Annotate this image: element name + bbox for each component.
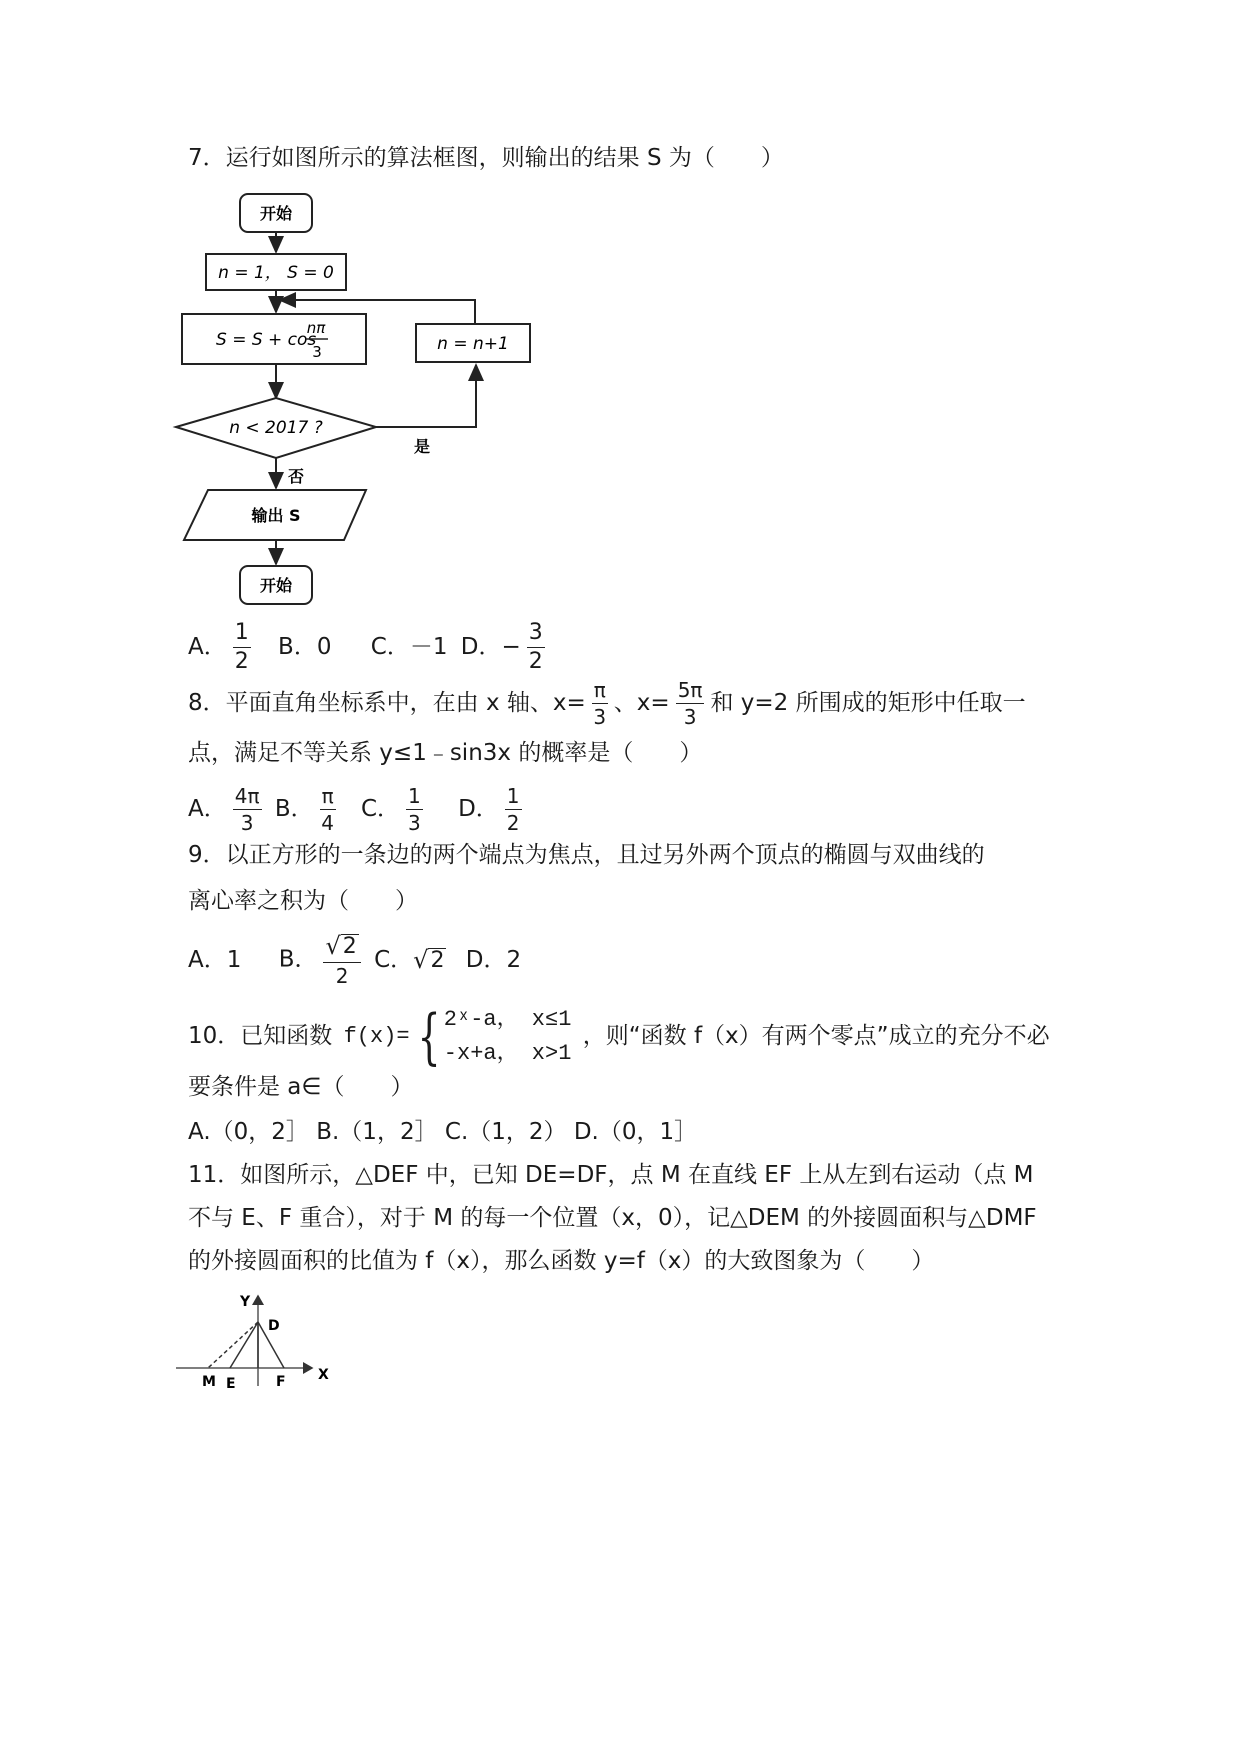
q7-option-b[interactable]: B．0 <box>278 634 332 660</box>
q7-option-c[interactable]: C．－1 <box>370 634 448 660</box>
q7-option-a-frac: $\frac{1}{2}$ <box>234 620 249 674</box>
q7-option-d-label: D． <box>460 634 502 660</box>
q9-line1: 9．以正方形的一条边的两个端点为焦点，且过另外两个顶点的椭圆与双曲线的 <box>188 842 985 868</box>
q9-option-a[interactable]: A．1 <box>188 946 242 973</box>
flow-update-frac-num: nπ <box>306 319 326 337</box>
q7-stem: 7．运行如图所示的算法框图，则输出的结果 S 为（ ） <box>188 145 784 171</box>
flow-update-frac-den: 3 <box>312 343 322 361</box>
q7-option-d-frac: $\frac{3}{2}$ <box>528 620 543 674</box>
flow-start-text: 开始 <box>259 204 293 223</box>
q11-figure <box>172 1290 352 1400</box>
q9-options <box>188 932 522 989</box>
q8-x2-frac: $\frac{5\pi}{3}$ <box>677 678 703 729</box>
point-d-label: D <box>268 1318 280 1334</box>
q8-x1-frac: $\frac{\pi}{3}$ <box>593 678 607 729</box>
q8-option-b[interactable]: B． $\frac{\pi}{4}$ <box>274 784 334 835</box>
q11-line3: 的外接圆面积的比值为 f（x），那么函数 y=f（x）的大致图象为（ ） <box>188 1248 935 1274</box>
q7-option-a[interactable] <box>188 622 257 673</box>
q11-line1: 11．如图所示，△DEF 中，已知 DE=DF，点 M 在直线 EF 上从左到右运动（点 M <box>188 1162 1034 1188</box>
point-e-label: E <box>226 1376 236 1392</box>
flow-end-text: 开始 <box>259 576 293 595</box>
q10-line1: 10．已知函数 f(x)= { 2ˣ-a， x≤1 -x+a， x>1 ，则“函数 f（x）有两个零点”成立的充分不必 <box>188 1001 1050 1072</box>
q10-line2: 要条件是 a∈（ ） <box>188 1074 414 1100</box>
point-f-label: F <box>276 1374 286 1390</box>
flow-yes-label: 是 <box>414 437 431 456</box>
flow-output-text: 输出 S <box>251 506 301 525</box>
q7-option-a-label: A． <box>188 634 227 660</box>
flow-update-text: S = S + cos <box>216 330 317 350</box>
q7-option-d[interactable]: D．− $\frac{3}{2}$ <box>460 620 543 674</box>
q10-options[interactable]: A.（0，2］ B.（1，2］ C.（1，2） D.（0，1］ <box>188 1119 698 1145</box>
flow-increment-text: n = n+1 <box>437 334 509 354</box>
q11-line2: 不与 E、F 重合），对于 M 的每一个位置（x，0），记△DEM 的外接圆面积与△DMF <box>188 1205 1037 1231</box>
q9-option-c[interactable]: C． √ 2 <box>374 945 445 974</box>
x-axis-label: X <box>318 1367 329 1383</box>
flow-no-label: 否 <box>288 467 305 486</box>
q9-line2: 离心率之积为（ ） <box>188 888 418 914</box>
flow-init-text: n = 1， S = 0 <box>218 263 334 283</box>
q9-option-d[interactable]: D．2 <box>465 946 522 973</box>
q8-line1: 8．平面直角坐标系中，在由 x 轴、x= $\frac{\pi}{3}$ 、x= $\frac{5\pi}{3}$ 和 y=2 所围成的矩形中任取一 <box>188 678 1026 729</box>
q7-options <box>188 622 551 673</box>
q8-option-d[interactable]: D． $\frac{1}{2}$ <box>458 784 520 835</box>
q10-case1: 2ˣ-a， x≤1 <box>443 1006 572 1032</box>
q7-flowchart <box>170 190 590 630</box>
y-axis-label: Y <box>240 1294 251 1310</box>
q10-case2: -x+a， x>1 <box>443 1040 572 1066</box>
q9-option-b[interactable]: B． √ 2 2 <box>279 934 367 986</box>
point-m-label: M <box>202 1374 216 1390</box>
flow-decision-text: n < 2017 ? <box>229 418 323 438</box>
q8-line2: 点，满足不等关系 y≤1﹣sin3x 的概率是（ ） <box>188 740 703 766</box>
q10-piecewise-function: f(x)= { 2ˣ-a， x≤1 -x+a， x>1 <box>343 1001 572 1072</box>
q8-option-a[interactable]: A． $\frac{4\pi}{3}$ <box>188 784 260 835</box>
q8-option-c[interactable]: C． $\frac{1}{3}$ <box>360 784 421 835</box>
q8-options <box>188 786 528 833</box>
